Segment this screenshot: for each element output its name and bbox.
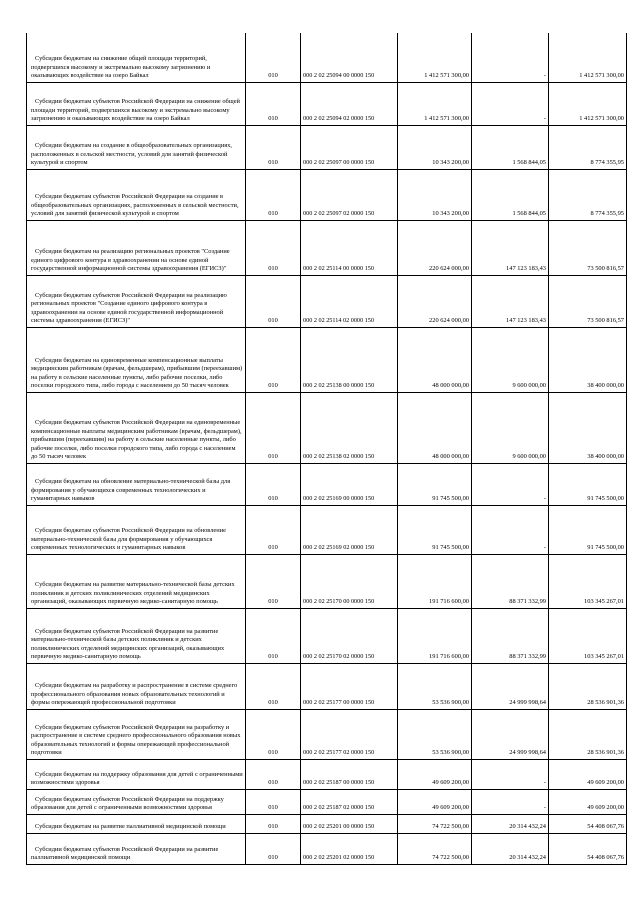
row-approved-cell: 49 609 200,00 bbox=[398, 759, 472, 789]
table-row bbox=[27, 33, 627, 82]
row-executed-cell: 9 600 000,00 bbox=[472, 392, 549, 463]
row-executed-cell: 9 600 000,00 bbox=[472, 327, 549, 392]
row-remaining-cell: 103 345 267,01 bbox=[549, 554, 627, 608]
row-approved-cell: 191 716 600,00 bbox=[398, 608, 472, 663]
row-name-cell: Субсидии бюджетам на развитие паллиативной медицинской помощи bbox=[27, 814, 246, 833]
row-approved-cell: 49 609 200,00 bbox=[398, 789, 472, 814]
row-code-cell: 010 bbox=[246, 275, 301, 327]
table-row bbox=[27, 463, 627, 505]
row-kbk-cell: 000 2 02 25114 02 0000 150 bbox=[301, 275, 398, 327]
row-approved-cell: 10 343 200,00 bbox=[398, 169, 472, 220]
row-executed-cell: 1 568 844,05 bbox=[472, 125, 549, 169]
row-remaining-cell: 49 609 200,00 bbox=[549, 759, 627, 789]
row-name-cell: Субсидии бюджетам субъектов Российской Федерации на развитие материально-технической базы детских поликлиник и детских поликлинических отделений медицинских организаций, оказывающих первичную медико-санитарную помощь bbox=[27, 608, 246, 663]
row-name-cell: Субсидии бюджетам субъектов Российской Федерации на обновление материально-технической базы для формирования у обучающихся современных технологических и гуманитарных навыков bbox=[27, 505, 246, 554]
row-name-cell: Субсидии бюджетам на реализацию региональных проектов "Создание единого цифрового контура в здравоохранении на основе единой государственной информационной системы здравоохранения (ЕГИСЗ)" bbox=[27, 220, 246, 275]
row-code-cell: 010 bbox=[246, 759, 301, 789]
row-executed-cell: 24 999 998,64 bbox=[472, 709, 549, 759]
row-name-cell: Субсидии бюджетам субъектов Российской Федерации на реализацию региональных проектов "Создание единого цифрового контура в здравоохранении на основе единой государственной информационной системы здравоохранения (ЕГИСЗ)" bbox=[27, 275, 246, 327]
row-executed-cell: - bbox=[472, 505, 549, 554]
row-kbk-cell: 000 2 02 25201 02 0000 150 bbox=[301, 833, 398, 864]
row-remaining-cell: 54 408 067,76 bbox=[549, 833, 627, 864]
row-name-cell: Субсидии бюджетам на единовременные компенсационные выплаты медицинским работникам (врачам, фельдшерам), прибывшим (переехавшим) на работу в сельские населенные пункты, либо рабочие поселки, либо поселки городского типа, либо города с населением до 50 тысяч человек bbox=[27, 327, 246, 392]
table-row bbox=[27, 125, 627, 169]
row-remaining-cell: 8 774 355,95 bbox=[549, 125, 627, 169]
row-code-cell: 010 bbox=[246, 789, 301, 814]
row-kbk-cell: 000 2 02 25177 02 0000 150 bbox=[301, 709, 398, 759]
row-remaining-cell: 38 400 000,00 bbox=[549, 392, 627, 463]
table-row bbox=[27, 505, 627, 554]
row-kbk-cell: 000 2 02 25169 02 0000 150 bbox=[301, 505, 398, 554]
row-name-cell: Субсидии бюджетам на поддержку образования для детей с ограниченными возможностями здоровья bbox=[27, 759, 246, 789]
row-kbk-cell: 000 2 02 25170 00 0000 150 bbox=[301, 554, 398, 608]
row-remaining-cell: 54 408 067,76 bbox=[549, 814, 627, 833]
row-remaining-cell: 1 412 571 300,00 bbox=[549, 82, 627, 125]
row-code-cell: 010 bbox=[246, 125, 301, 169]
row-executed-cell: 147 123 183,43 bbox=[472, 275, 549, 327]
table-row bbox=[27, 554, 627, 608]
row-approved-cell: 48 000 000,00 bbox=[398, 327, 472, 392]
row-remaining-cell: 8 774 355,95 bbox=[549, 169, 627, 220]
row-executed-cell: - bbox=[472, 789, 549, 814]
budget-execution-table bbox=[26, 33, 627, 865]
row-remaining-cell: 38 400 000,00 bbox=[549, 327, 627, 392]
table-row bbox=[27, 169, 627, 220]
row-kbk-cell: 000 2 02 25201 00 0000 150 bbox=[301, 814, 398, 833]
row-name-cell: Субсидии бюджетам субъектов Российской Федерации на разработку и распространение в системе среднего профессионального образования новых образовательных технологий и формы опережающей профессиональной подготовки bbox=[27, 709, 246, 759]
row-kbk-cell: 000 2 02 25094 02 0000 150 bbox=[301, 82, 398, 125]
row-name-cell: Субсидии бюджетам субъектов Российской Федерации на создание в общеобразовательных организациях, расположенных в сельской местности, условий для занятий физической культурой и спортом bbox=[27, 169, 246, 220]
row-remaining-cell: 1 412 571 300,00 bbox=[549, 33, 627, 82]
row-approved-cell: 74 722 500,00 bbox=[398, 833, 472, 864]
row-name-cell: Субсидии бюджетам на снижение общей площади территорий, подвергшихся высокому и экстремально высокому загрязнению и оказывающих воздействие на озеро Байкал bbox=[27, 33, 246, 82]
row-remaining-cell: 91 745 500,00 bbox=[549, 463, 627, 505]
row-approved-cell: 48 000 000,00 bbox=[398, 392, 472, 463]
row-executed-cell: - bbox=[472, 759, 549, 789]
table-row bbox=[27, 608, 627, 663]
row-remaining-cell: 28 536 901,36 bbox=[549, 709, 627, 759]
row-kbk-cell: 000 2 02 25094 00 0000 150 bbox=[301, 33, 398, 82]
row-kbk-cell: 000 2 02 25187 02 0000 150 bbox=[301, 789, 398, 814]
row-approved-cell: 191 716 600,00 bbox=[398, 554, 472, 608]
table-row bbox=[27, 220, 627, 275]
table-row bbox=[27, 275, 627, 327]
row-kbk-cell: 000 2 02 25138 00 0000 150 bbox=[301, 327, 398, 392]
row-code-cell: 010 bbox=[246, 554, 301, 608]
row-approved-cell: 10 343 200,00 bbox=[398, 125, 472, 169]
table-row bbox=[27, 709, 627, 759]
row-name-cell: Субсидии бюджетам субъектов Российской Федерации на развитие паллиативной медицинской помощи bbox=[27, 833, 246, 864]
row-code-cell: 010 bbox=[246, 608, 301, 663]
row-code-cell: 010 bbox=[246, 33, 301, 82]
row-approved-cell: 53 536 900,00 bbox=[398, 709, 472, 759]
row-approved-cell: 53 536 900,00 bbox=[398, 663, 472, 709]
row-executed-cell: - bbox=[472, 82, 549, 125]
row-code-cell: 010 bbox=[246, 709, 301, 759]
table-row bbox=[27, 392, 627, 463]
row-code-cell: 010 bbox=[246, 220, 301, 275]
row-code-cell: 010 bbox=[246, 663, 301, 709]
row-kbk-cell: 000 2 02 25170 02 0000 150 bbox=[301, 608, 398, 663]
row-executed-cell: 24 999 998,64 bbox=[472, 663, 549, 709]
row-approved-cell: 1 412 571 300,00 bbox=[398, 33, 472, 82]
row-kbk-cell: 000 2 02 25097 00 0000 150 bbox=[301, 125, 398, 169]
row-executed-cell: 88 371 332,99 bbox=[472, 608, 549, 663]
row-approved-cell: 220 624 000,00 bbox=[398, 275, 472, 327]
row-code-cell: 010 bbox=[246, 833, 301, 864]
row-name-cell: Субсидии бюджетам на создание в общеобразовательных организациях, расположенных в сельской местности, условий для занятий физической культурой и спортом bbox=[27, 125, 246, 169]
row-kbk-cell: 000 2 02 25114 00 0000 150 bbox=[301, 220, 398, 275]
row-approved-cell: 91 745 500,00 bbox=[398, 505, 472, 554]
row-executed-cell: 20 314 432,24 bbox=[472, 814, 549, 833]
row-remaining-cell: 49 609 200,00 bbox=[549, 789, 627, 814]
row-code-cell: 010 bbox=[246, 505, 301, 554]
row-kbk-cell: 000 2 02 25169 00 0000 150 bbox=[301, 463, 398, 505]
row-remaining-cell: 91 745 500,00 bbox=[549, 505, 627, 554]
row-kbk-cell: 000 2 02 25097 02 0000 150 bbox=[301, 169, 398, 220]
row-name-cell: Субсидии бюджетам на обновление материально-технической базы для формирования у обучающихся современных технологических и гуманитарных навыков bbox=[27, 463, 246, 505]
table-row bbox=[27, 759, 627, 789]
row-executed-cell: 1 568 844,05 bbox=[472, 169, 549, 220]
row-name-cell: Субсидии бюджетам на разработку и распространение в системе среднего профессионального образования новых образовательных технологий и формы опережающей профессиональной подготовки bbox=[27, 663, 246, 709]
row-executed-cell: 88 371 332,99 bbox=[472, 554, 549, 608]
row-name-cell: Субсидии бюджетам на развитие материально-технической базы детских поликлиник и детских поликлинических отделений медицинских организаций, оказывающих первичную медико-санитарную помощь bbox=[27, 554, 246, 608]
row-remaining-cell: 73 500 816,57 bbox=[549, 220, 627, 275]
row-kbk-cell: 000 2 02 25177 00 0000 150 bbox=[301, 663, 398, 709]
row-executed-cell: - bbox=[472, 463, 549, 505]
row-kbk-cell: 000 2 02 25187 00 0000 150 bbox=[301, 759, 398, 789]
row-approved-cell: 91 745 500,00 bbox=[398, 463, 472, 505]
row-approved-cell: 1 412 571 300,00 bbox=[398, 82, 472, 125]
row-kbk-cell: 000 2 02 25138 02 0000 150 bbox=[301, 392, 398, 463]
row-code-cell: 010 bbox=[246, 392, 301, 463]
row-remaining-cell: 73 500 816,57 bbox=[549, 275, 627, 327]
table-row bbox=[27, 814, 627, 833]
row-approved-cell: 220 624 000,00 bbox=[398, 220, 472, 275]
table-row bbox=[27, 663, 627, 709]
table-row bbox=[27, 833, 627, 864]
row-executed-cell: 147 123 183,43 bbox=[472, 220, 549, 275]
row-code-cell: 010 bbox=[246, 327, 301, 392]
row-code-cell: 010 bbox=[246, 82, 301, 125]
row-name-cell: Субсидии бюджетам субъектов Российской Федерации на снижение общей площади территорий, подвергшихся высокому и экстремально высокому загрязнению и оказывающих воздействие на озеро Байкал bbox=[27, 82, 246, 125]
row-remaining-cell: 103 345 267,01 bbox=[549, 608, 627, 663]
row-executed-cell: - bbox=[472, 33, 549, 82]
row-name-cell: Субсидии бюджетам субъектов Российской Федерации на единовременные компенсационные выплаты медицинским работникам (врачам, фельдшерам), прибывшим (переехавшим) на работу в сельские населенные пункты, либо рабочие поселки, либо поселки городского типа, либо города с населением до 50 тысяч человек bbox=[27, 392, 246, 463]
row-code-cell: 010 bbox=[246, 169, 301, 220]
row-remaining-cell: 28 536 901,36 bbox=[549, 663, 627, 709]
row-executed-cell: 20 314 432,24 bbox=[472, 833, 549, 864]
row-code-cell: 010 bbox=[246, 463, 301, 505]
row-approved-cell: 74 722 500,00 bbox=[398, 814, 472, 833]
table-row bbox=[27, 327, 627, 392]
row-name-cell: Субсидии бюджетам субъектов Российской Федерации на поддержку образования для детей с ограниченными возможностями здоровья bbox=[27, 789, 246, 814]
table-row bbox=[27, 82, 627, 125]
row-code-cell: 010 bbox=[246, 814, 301, 833]
table-row bbox=[27, 789, 627, 814]
table-body bbox=[27, 33, 627, 864]
